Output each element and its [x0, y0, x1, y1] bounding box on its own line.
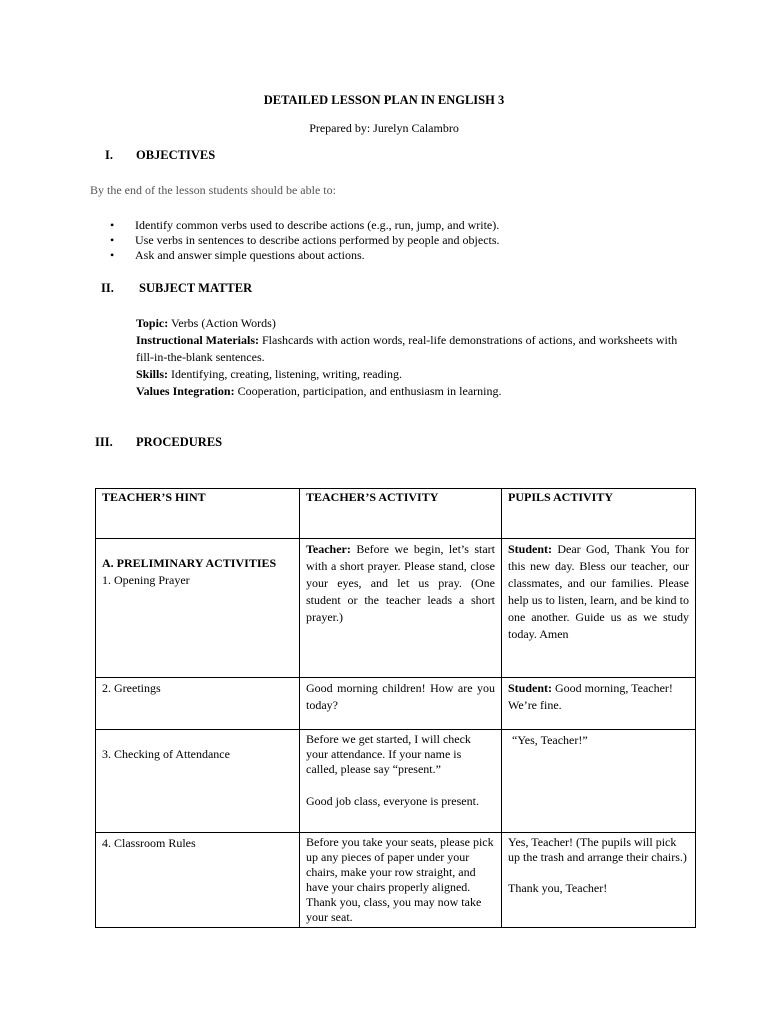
prepared-by: Prepared by: Jurelyn Calambro: [309, 121, 459, 135]
skills-line: Skills: Identifying, creating, listening, writing, reading.: [136, 367, 402, 381]
pupil-cell: “Yes, Teacher!”: [502, 730, 696, 833]
procedures-heading: PROCEDURES: [136, 435, 223, 449]
objective-item: • Ask and answer simple questions about actions.: [110, 248, 365, 262]
objectives-intro: By the end of the lesson students should be able to:: [90, 183, 336, 197]
bullet-icon: •: [110, 248, 115, 262]
objective-item: • Identify common verbs used to describe actions (e.g., run, jump, and write).: [110, 218, 500, 232]
table-row: [96, 678, 696, 730]
subject-numeral: II.: [101, 281, 114, 295]
objectives-list: [110, 218, 500, 263]
column-header: TEACHER’S ACTIVITY: [300, 489, 502, 539]
topic-line: Topic: Verbs (Action Words): [136, 316, 276, 330]
objectives-numeral: I.: [105, 148, 113, 162]
hint-cell: 2. Greetings: [96, 678, 300, 730]
procedures-table: [95, 488, 696, 928]
teacher-cell: Teacher: Before we begin, let’s start with a short prayer. Please stand, close your eyes, and let us pray. (One student or the teacher leads a short prayer.): [300, 539, 502, 678]
objectives-heading: OBJECTIVES: [136, 148, 216, 162]
values-line: Values Integration: Cooperation, participation, and enthusiasm in learning.: [136, 384, 502, 398]
objective-item: • Use verbs in sentences to describe actions performed by people and objects.: [110, 233, 500, 247]
pupil-cell: Yes, Teacher! (The pupils will pick up the trash and arrange their chairs.) Thank you, Teacher!: [502, 833, 696, 928]
teacher-cell: Good morning children! How are you today?: [300, 678, 502, 730]
bullet-icon: •: [110, 218, 115, 232]
document-title: DETAILED LESSON PLAN IN ENGLISH 3: [263, 93, 505, 107]
procedures-numeral: III.: [95, 435, 113, 449]
materials-line: Instructional Materials: Flashcards with action words, real-life demonstrations of actions, and worksheets with fill-in-the-blank sentences.: [136, 333, 678, 364]
column-header: TEACHER’S HINT: [96, 489, 300, 539]
pupil-cell: Student: Dear God, Thank You for this new day. Bless our teacher, our classmates, and our families. Please help us to listen, learn, and be kind to one another. Guide us as we study today. Amen: [502, 539, 696, 678]
teacher-cell: Before we get started, I will check your attendance. If your name is called, please say “present.” Good job class, everyone is present.: [300, 730, 502, 833]
subject-heading: SUBJECT MATTER: [139, 281, 253, 295]
pupil-cell: Student: Good morning, Teacher! We’re fine.: [502, 678, 696, 730]
hint-cell: 4. Classroom Rules: [96, 833, 300, 928]
table-header-row: [96, 489, 696, 539]
column-header: PUPILS ACTIVITY: [502, 489, 696, 539]
hint-cell: [96, 539, 300, 678]
bullet-icon: •: [110, 233, 115, 247]
teacher-cell: Before you take your seats, please pick up any pieces of paper under your chairs, make your row straight, and have your chairs properly aligned. Thank you, class, you may now take your seat.: [300, 833, 502, 928]
section-title: A. PRELIMINARY ACTIVITIES: [102, 556, 277, 570]
hint-cell: 3. Checking of Attendance: [96, 730, 300, 833]
table-row: [96, 730, 696, 833]
subject-matter-body: [136, 315, 696, 400]
table-row: [96, 539, 696, 678]
hint-text: 1. Opening Prayer: [102, 573, 190, 587]
table-row: [96, 833, 696, 928]
